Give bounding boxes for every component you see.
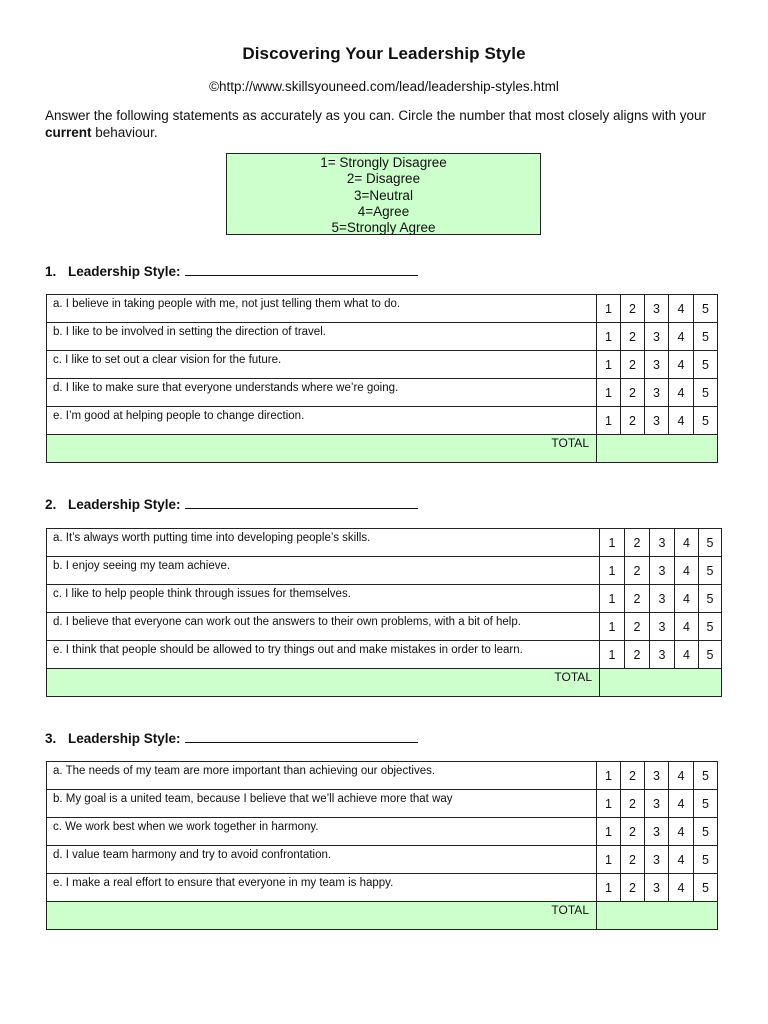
rating-option-5[interactable]: 5 [694, 295, 718, 323]
rating-option-5[interactable]: 5 [699, 613, 722, 641]
table-row [47, 557, 722, 585]
rating-option-5[interactable]: 5 [694, 407, 718, 435]
instructions-text-end: behaviour. [91, 125, 158, 140]
rating-option-3[interactable]: 3 [650, 557, 675, 585]
instructions [45, 107, 735, 141]
rating-option-1[interactable]: 1 [597, 762, 621, 790]
rating-option-1[interactable]: 1 [600, 529, 625, 557]
rating-option-3[interactable]: 3 [645, 790, 669, 818]
section-2-table [46, 528, 722, 697]
section-3-table [46, 761, 718, 930]
rating-option-1[interactable]: 1 [600, 641, 625, 669]
rating-option-5[interactable]: 5 [694, 323, 718, 351]
rating-option-2[interactable]: 2 [625, 585, 650, 613]
section-number: 2. [45, 497, 57, 512]
rating-option-4[interactable]: 4 [669, 407, 694, 435]
rating-option-5[interactable]: 5 [694, 351, 718, 379]
rating-option-5[interactable]: 5 [699, 557, 722, 585]
total-row [47, 669, 722, 697]
rating-option-2[interactable]: 2 [621, 407, 645, 435]
statement-text: a. I believe in taking people with me, not just telling them what to do. [47, 295, 597, 323]
section-heading-label: Leadership Style: [68, 731, 181, 746]
rating-option-4[interactable]: 4 [675, 585, 699, 613]
statement-text: c. We work best when we work together in harmony. [47, 818, 597, 846]
rating-option-3[interactable]: 3 [645, 874, 669, 902]
section-number: 3. [45, 731, 57, 746]
section-1-heading [45, 263, 418, 279]
rating-option-3[interactable]: 3 [645, 295, 669, 323]
rating-option-4[interactable]: 4 [675, 529, 699, 557]
rating-option-4[interactable]: 4 [675, 641, 699, 669]
rating-option-5[interactable]: 5 [694, 818, 718, 846]
total-value-field[interactable] [597, 902, 718, 930]
rating-option-4[interactable]: 4 [669, 323, 694, 351]
rating-option-2[interactable]: 2 [621, 874, 645, 902]
rating-option-1[interactable]: 1 [597, 874, 621, 902]
rating-option-2[interactable]: 2 [625, 529, 650, 557]
rating-option-1[interactable]: 1 [597, 846, 621, 874]
rating-option-5[interactable]: 5 [694, 846, 718, 874]
rating-option-1[interactable]: 1 [597, 818, 621, 846]
rating-option-3[interactable]: 3 [645, 762, 669, 790]
total-label: TOTAL [47, 902, 597, 930]
statement-text: d. I believe that everyone can work out the answers to their own problems, with a bit of help. [47, 613, 600, 641]
rating-option-4[interactable]: 4 [675, 557, 699, 585]
statement-text: b. I enjoy seeing my team achieve. [47, 557, 600, 585]
leadership-style-answer-line[interactable] [185, 730, 418, 743]
page-title: Discovering Your Leadership Style [242, 44, 526, 63]
source-link[interactable]: ©http://www.skillsyouneed.com/lead/leadership-styles.html [209, 79, 559, 94]
statement-text: d. I value team harmony and try to avoid confrontation. [47, 846, 597, 874]
instructions-emphasis: current [45, 125, 92, 140]
table-row [47, 529, 722, 557]
rating-option-4[interactable]: 4 [669, 351, 694, 379]
table-row [47, 641, 722, 669]
total-label: TOTAL [47, 669, 600, 697]
rating-option-3[interactable]: 3 [650, 585, 675, 613]
table-row [47, 790, 718, 818]
rating-option-1[interactable]: 1 [597, 295, 621, 323]
rating-option-4[interactable]: 4 [669, 818, 694, 846]
section-3-heading [45, 730, 418, 746]
rating-scale-legend [226, 153, 541, 235]
rating-option-3[interactable]: 3 [645, 846, 669, 874]
rating-option-2[interactable]: 2 [621, 379, 645, 407]
rating-option-2[interactable]: 2 [621, 762, 645, 790]
rating-option-5[interactable]: 5 [694, 790, 718, 818]
rating-option-1[interactable]: 1 [597, 407, 621, 435]
table-row [47, 407, 718, 435]
rating-option-4[interactable]: 4 [669, 379, 694, 407]
rating-option-3[interactable]: 3 [650, 529, 675, 557]
rating-option-5[interactable]: 5 [694, 874, 718, 902]
rating-option-5[interactable]: 5 [694, 379, 718, 407]
rating-option-2[interactable]: 2 [625, 641, 650, 669]
rating-option-2[interactable]: 2 [625, 613, 650, 641]
rating-option-3[interactable]: 3 [645, 351, 669, 379]
rating-option-4[interactable]: 4 [669, 790, 694, 818]
rating-option-4[interactable]: 4 [669, 762, 694, 790]
rating-option-5[interactable]: 5 [694, 762, 718, 790]
rating-option-2[interactable]: 2 [621, 818, 645, 846]
section-1-table [46, 294, 718, 463]
rating-option-4[interactable]: 4 [669, 846, 694, 874]
rating-option-1[interactable]: 1 [600, 557, 625, 585]
rating-option-3[interactable]: 3 [645, 379, 669, 407]
rating-option-3[interactable]: 3 [650, 641, 675, 669]
statement-text: d. I like to make sure that everyone understands where we’re going. [47, 379, 597, 407]
total-value-field[interactable] [600, 669, 722, 697]
statement-text: a. It’s always worth putting time into developing people’s skills. [47, 529, 600, 557]
total-label: TOTAL [47, 435, 597, 463]
rating-option-5[interactable]: 5 [699, 641, 722, 669]
rating-option-3[interactable]: 3 [645, 407, 669, 435]
table-row [47, 295, 718, 323]
statement-text: e. I think that people should be allowed to try things out and make mistakes in order to learn. [47, 641, 600, 669]
scale-line-4: 4=Agree [357, 203, 410, 219]
rating-option-5[interactable]: 5 [699, 529, 722, 557]
table-row [47, 762, 718, 790]
statement-text: e. I’m good at helping people to change direction. [47, 407, 597, 435]
rating-option-2[interactable]: 2 [621, 323, 645, 351]
total-row [47, 902, 718, 930]
rating-option-1[interactable]: 1 [597, 323, 621, 351]
rating-option-3[interactable]: 3 [650, 613, 675, 641]
rating-option-4[interactable]: 4 [669, 295, 694, 323]
section-2-heading [45, 496, 418, 512]
rating-option-2[interactable]: 2 [621, 790, 645, 818]
rating-option-1[interactable]: 1 [597, 790, 621, 818]
total-row [47, 435, 718, 463]
statement-text: c. I like to set out a clear vision for the future. [47, 351, 597, 379]
rating-option-3[interactable]: 3 [645, 818, 669, 846]
table-row [47, 323, 718, 351]
statement-text: b. My goal is a united team, because I believe that we’ll achieve more that way [47, 790, 597, 818]
scale-line-3: 3=Neutral [354, 187, 413, 203]
leadership-style-answer-line[interactable] [185, 496, 418, 509]
table-row [47, 818, 718, 846]
rating-option-3[interactable]: 3 [645, 323, 669, 351]
statement-text: b. I like to be involved in setting the direction of travel. [47, 323, 597, 351]
rating-option-4[interactable]: 4 [669, 874, 694, 902]
rating-option-1[interactable]: 1 [600, 613, 625, 641]
rating-option-2[interactable]: 2 [621, 846, 645, 874]
rating-option-2[interactable]: 2 [621, 295, 645, 323]
table-row [47, 613, 722, 641]
statement-text: e. I make a real effort to ensure that everyone in my team is happy. [47, 874, 597, 902]
rating-option-5[interactable]: 5 [699, 585, 722, 613]
scale-line-1: 1= Strongly Disagree [320, 155, 447, 170]
statement-text: a. The needs of my team are more important than achieving our objectives. [47, 762, 597, 790]
total-value-field[interactable] [597, 435, 718, 463]
rating-option-1[interactable]: 1 [600, 585, 625, 613]
table-row [47, 585, 722, 613]
rating-option-2[interactable]: 2 [625, 557, 650, 585]
scale-line-2: 2= Disagree [346, 171, 421, 187]
leadership-style-answer-line[interactable] [185, 263, 418, 276]
table-row [47, 874, 718, 902]
rating-option-2[interactable]: 2 [621, 351, 645, 379]
instructions-text: Answer the following statements as accurately as you can. Circle the number that most closely aligns with your [45, 108, 707, 123]
table-row [47, 846, 718, 874]
rating-option-1[interactable]: 1 [597, 351, 621, 379]
section-heading-label: Leadership Style: [68, 264, 181, 279]
statement-text: c. I like to help people think through issues for themselves. [47, 585, 600, 613]
rating-option-4[interactable]: 4 [675, 613, 699, 641]
section-heading-label: Leadership Style: [68, 497, 181, 512]
table-row [47, 379, 718, 407]
scale-line-5: 5=Strongly Agree [331, 220, 436, 236]
table-row [47, 351, 718, 379]
section-number: 1. [45, 264, 57, 279]
rating-option-1[interactable]: 1 [597, 379, 621, 407]
